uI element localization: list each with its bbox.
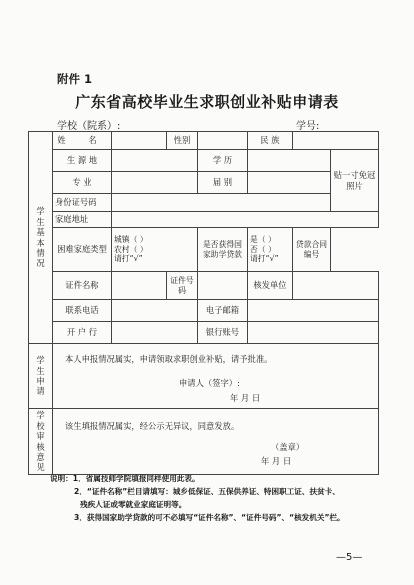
school-label: 学校（院系）: (57, 121, 121, 132)
id-number-label: 身份证号码 (53, 194, 112, 212)
attachment-label: 附件 1 (57, 72, 93, 86)
notes (50, 472, 400, 524)
ethnicity-value[interactable] (293, 132, 379, 150)
page-number: —5— (336, 552, 363, 563)
apply-box[interactable] (53, 344, 379, 409)
education-label: 学 历 (198, 150, 248, 172)
note-3: 3．获得国家助学贷款的可不必填写“证件名称”、“证件号码”、“核发机关”栏。 (74, 513, 345, 522)
economy-type-label: 困难家庭类型 (53, 228, 112, 272)
birthplace-label: 生 源 地 (53, 150, 112, 172)
yes-option[interactable]: 是（ ） (250, 234, 276, 244)
email-value[interactable] (248, 300, 379, 322)
student-no-label: 学号: (296, 121, 320, 132)
note-1: 说明：1．省属技师学院填报同样使用此表。 (50, 474, 200, 483)
loan-label: 是否获得国家助学贷款 (198, 228, 248, 272)
account-value[interactable] (248, 322, 379, 344)
section-student-apply: 学 生 申 请 (29, 344, 53, 409)
name-value[interactable] (112, 132, 167, 150)
cert-name-value[interactable] (112, 272, 167, 300)
section-basic-info: 学 生 基 本 情 况 (29, 132, 53, 344)
email-label: 电子邮箱 (198, 300, 248, 322)
cohort-value[interactable] (248, 172, 331, 194)
urban-option[interactable]: 城镇（ ） (114, 234, 148, 244)
bank-value[interactable] (112, 322, 198, 344)
loan-options[interactable] (248, 228, 293, 272)
phone-label: 联系电话 (53, 300, 112, 322)
major-label: 专 业 (53, 172, 112, 194)
no-option[interactable]: 否（ ） (250, 244, 276, 254)
review-date: 年 月 日 (261, 456, 292, 466)
rural-option[interactable]: 农村（ ） (114, 244, 148, 254)
tick-hint: 请打“√” (114, 254, 143, 264)
major-value[interactable] (112, 172, 198, 194)
gender-value[interactable] (198, 132, 248, 150)
issuer-label: 核发单位 (248, 272, 293, 300)
gender-label: 性别 (167, 132, 198, 150)
address-label: 家庭地址 (53, 212, 112, 228)
photo-box: 贴一寸免冠照片 (331, 150, 379, 212)
address-value[interactable] (112, 212, 379, 228)
apply-date: 年 月 日 (230, 393, 261, 403)
signature-label: 申请人（签字）: (179, 378, 240, 388)
cert-no-label: 证件号码 (167, 272, 198, 300)
review-box[interactable] (53, 409, 379, 475)
cohort-label: 届 别 (198, 172, 248, 194)
education-value[interactable] (248, 150, 331, 172)
page-title: 广东省高校毕业生求职创业补贴申请表 (75, 93, 339, 111)
review-text: 该生填报情况属实，经公示无异议，同意发放。 (65, 421, 240, 431)
phone-value[interactable] (112, 300, 198, 322)
birthplace-value[interactable] (112, 150, 198, 172)
tick-hint: 请打“√” (250, 254, 279, 264)
seal-label: （盖章） (271, 442, 305, 452)
name-label: 姓 名 (53, 132, 112, 150)
account-label: 银行账号 (198, 322, 248, 344)
note-2: 2．“证件名称”栏目请填写：城乡低保证、五保供养证、特困职工证、扶贫卡、 (74, 487, 340, 496)
id-number-value[interactable] (112, 194, 331, 212)
bank-label: 开 户 行 (53, 322, 112, 344)
economy-options[interactable] (112, 228, 198, 272)
note-2-continued: 残疾人证或零就业家庭证明等。 (80, 500, 187, 509)
application-form-table (28, 131, 379, 475)
ethnicity-label: 民 族 (248, 132, 293, 150)
issuer-value[interactable] (293, 272, 379, 300)
loan-contract-label: 贷款合同编号 (293, 228, 331, 272)
cert-name-label: 证件名称 (53, 272, 112, 300)
cert-no-value[interactable] (198, 272, 248, 300)
apply-text: 本人申报情况属实，申请领取求职创业补贴，请予批准。 (65, 354, 273, 364)
section-school-review: 学 校 审 核 意 见 (29, 409, 53, 475)
